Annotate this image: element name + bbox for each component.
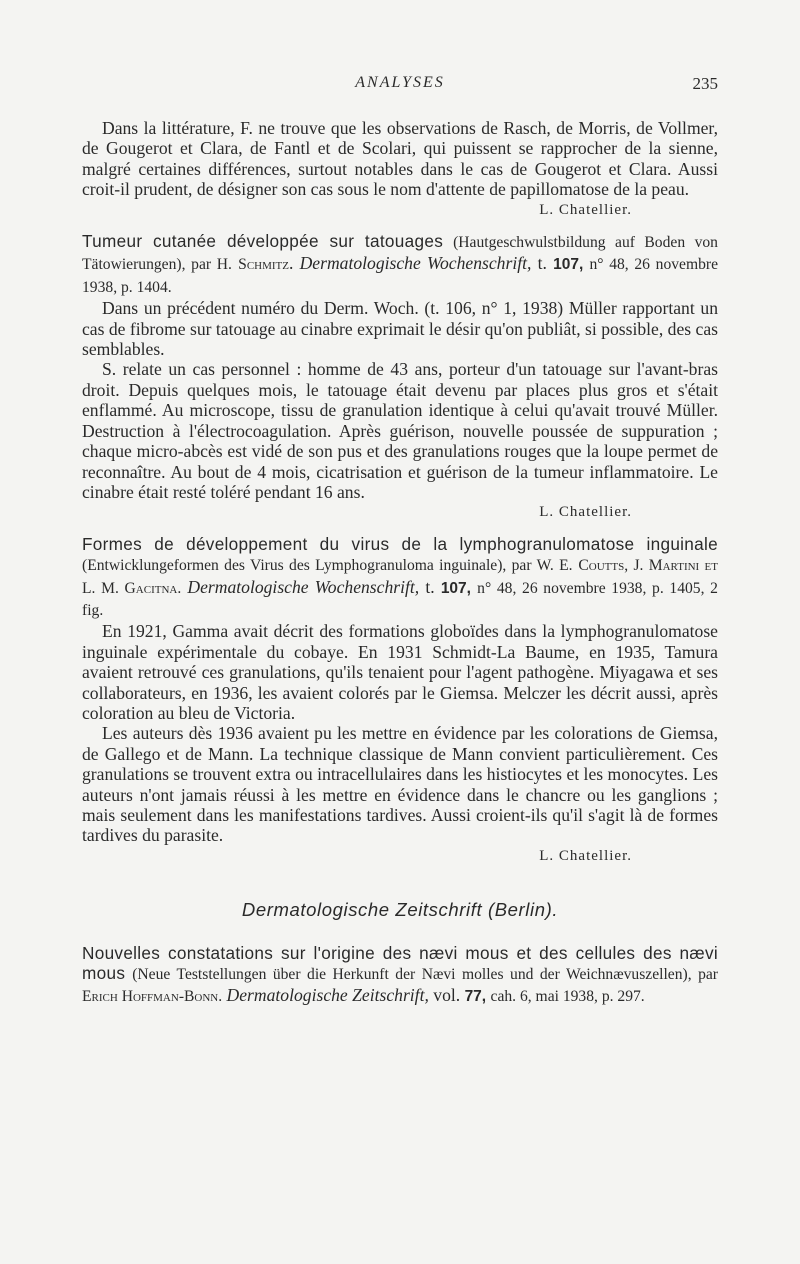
intro-paragraph: Dans la littérature, F. ne trouve que les observations de Rasch, de Morris, de Vollmer, de Gougerot et Clara, de Fantl et de Scolari, qui puissent se rapprocher de la sienne, malgré certaines différences, surtout notables dans le cas de Gougerot et Clara. Aussi croit-il prudent, de désigner son cas sous le nom d'attente de papillomatose de la peau. [82,118,718,200]
article-paragraph: Dans un précédent numéro du Derm. Woch. (t. 106, n° 1, 1938) Müller rapportant un cas de fibrome sur tatouage au cinabre exprimait le désir qu'on publiât, si possible, des cas semblables. [82,298,718,360]
running-title: ANALYSES [355,74,445,91]
article-journal: Dermatologische Zeitschrift, [226,985,429,1006]
article-ref: n° 48, 26 novembre 1938, p. 1404. [82,256,719,296]
page-number: 235 [692,74,718,93]
article-ref-prefix: t. [425,576,435,597]
article-volume: 107, [553,256,584,274]
article-heading [82,943,718,1008]
article-title: Nouvelles constatations sur l'origine des nævi mous et des cellules des nævi mous [82,942,718,984]
article-ref-prefix: vol. [433,985,461,1006]
article-authors: Coutts, J. Martini et L. M. Gacitna. [82,557,718,597]
article-ref-prefix: t. [537,253,547,274]
article-journal: Dermatologische Wochenschrift, [299,253,532,274]
article-paragraph: Les auteurs dès 1936 avaient pu les mettre en évidence par les colorations de Giemsa, de Gallego et de Mann. La technique classique de Mann convient particulièrement. Ces granulations se trouvent extra ou intracellulaires dans les histiocytes et les monocytes. Les auteurs n'ont jamais réussi à les mettre en évidence dans le chancre ou les ganglions ; mais seulement dans les manifestations tardives. Aussi croient-ils qu'il s'agit là de formes tardives du parasite. [82,723,718,846]
article-paragraph: En 1921, Gamma avait décrit des formations globoïdes dans la lymphogranulomatose inguinale expérimentale du cobaye. En 1931 Schmidt-La Baume, en 1935, Tamura avaient retrouvé ces granulations, qu'ils tenaient pour l'agent pathogène. Miyagawa et ses collaborateurs, en 1936, les avaient colorés par le Giemsa. Melczer les décrit aussi, après coloration au bleu de Victoria. [82,621,718,723]
journal-heading: Dermatologische Zeitschrift (Berlin). [241,899,559,921]
article-title: Tumeur cutanée développée sur tatouages [82,231,444,252]
article-signature: L. Chatellier. [539,504,632,521]
article-heading: Tumeur cutanée développée sur tatouages (Hautgeschwulstbildung auf Boden von Tätowierungen), par H. Schmitz. Dermatologische Wochenschrift, t. 107, n° 48, 26 novembre 1938, p. 1404. [82,231,719,296]
article-subtitle: (Entwicklungeformen des Virus des Lymphogranuloma inguinale), par W. E. [82,557,573,575]
article-volume: 77, [464,988,487,1006]
page-body [82,118,718,1008]
article-journal: Dermatologische Wochenschrift, [187,576,420,597]
article-paragraph: S. relate un cas personnel : homme de 43 ans, porteur d'un tatouage sur l'avant-bras droit. Depuis quelques mois, le tatouage était devenu par places plus gros et s'était enflammé. Au microscope, tissu de granulation identique à celui qu'avait trouvé Müller. Destruction à l'électrocoagulation. Après guérison, nouvelle poussée de suppuration ; chaque micro-abcès est vidé de son pus et des granulations rouges que la loupe permet de reconnaître. Au bout de 4 mois, cicatrisation et guérison de la tumeur inflammatoire. Le cinabre était resté toléré pendant 16 ans. [82,359,718,502]
article-signature: L. Chatellier. [539,847,632,864]
intro-section [82,118,718,220]
article-lymphogranulomatose [82,534,718,867]
article-volume: 107, [440,579,471,597]
intro-signature: L. Chatellier. [539,201,632,218]
article-author: Erich Hoffman-Bonn. [82,988,223,1006]
article-title: Formes de développement du virus de la lymphogranulomatose inguinale [82,533,718,554]
article-heading [82,534,718,622]
article-ref: n° 48, 26 novembre 1938, p. 1405, 2 fig. [82,579,718,619]
article-author: Schmitz [238,256,289,274]
article-tumeur-cutanee [82,231,718,523]
article-subtitle: (Hautgeschwulstbildung auf Boden von Tätowierungen), par H. [82,234,718,274]
article-subtitle: (Neue Teststellungen über die Herkunft der Nævi molles und der Weichnævuszellen), par [132,966,718,984]
page-header [82,74,718,100]
article-naevi-mous [82,943,718,1008]
article-ref: cah. 6, mai 1938, p. 297. [490,988,645,1006]
